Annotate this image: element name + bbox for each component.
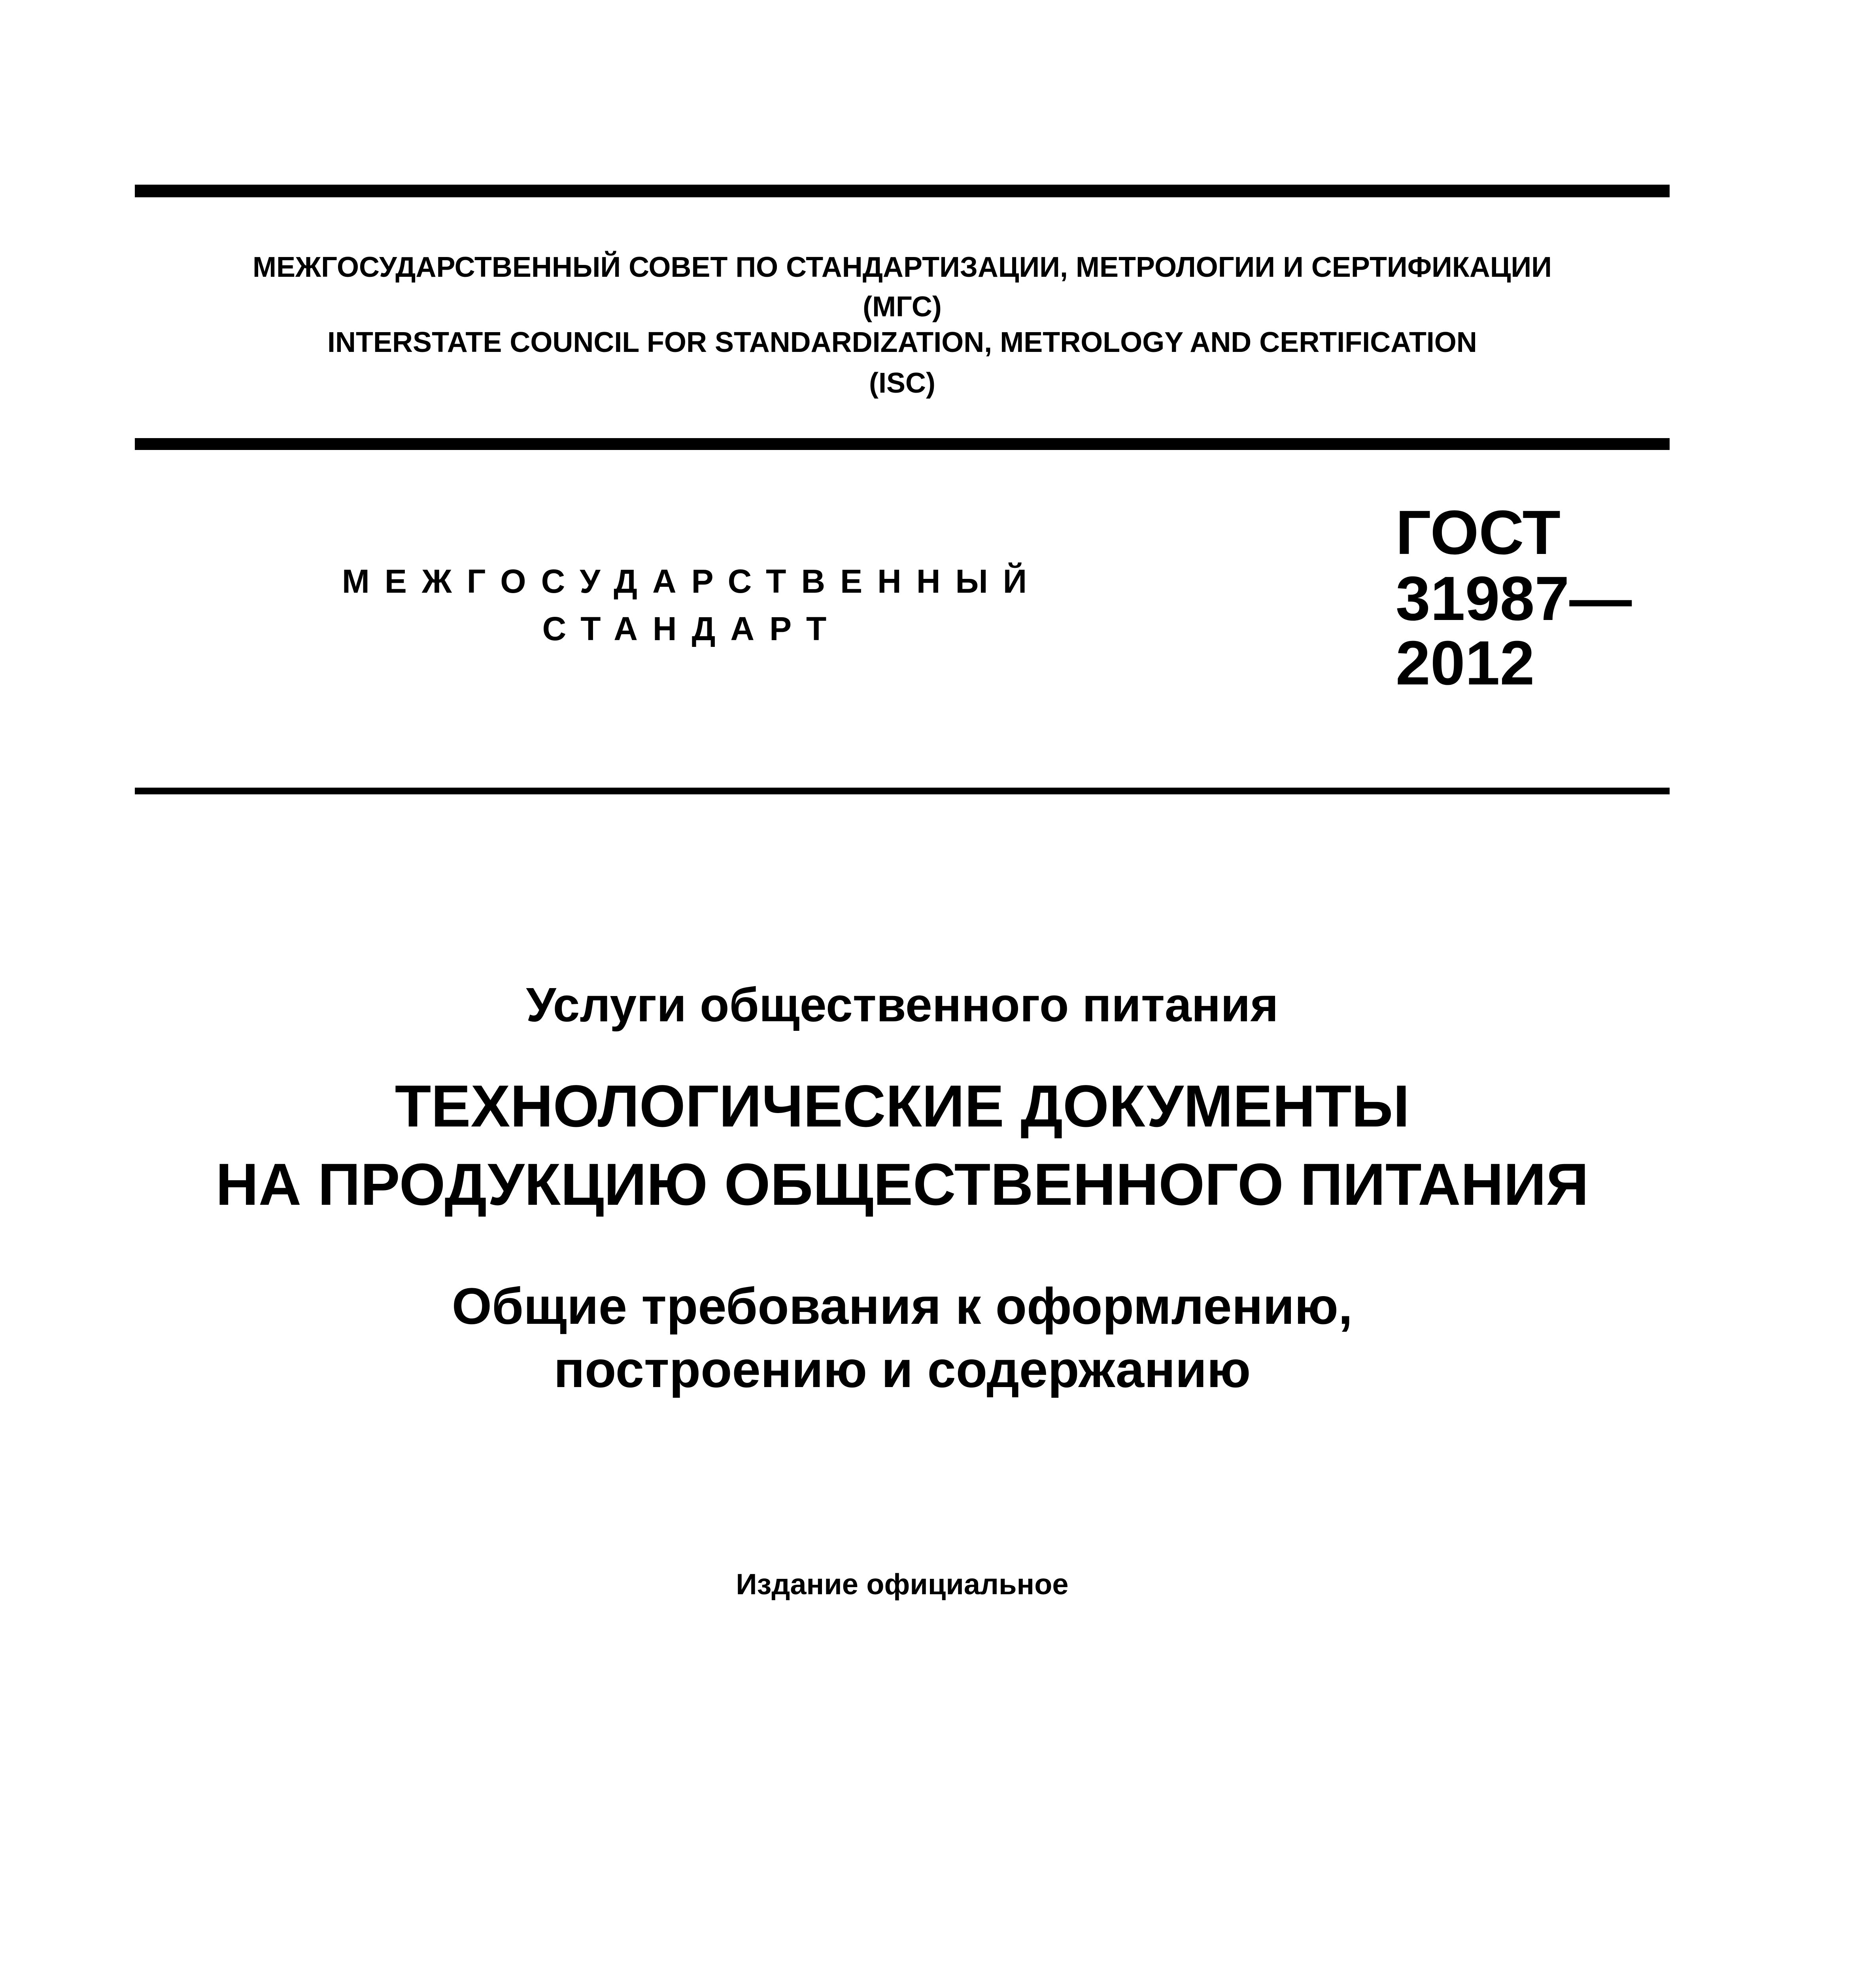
middle-rule xyxy=(135,438,1670,450)
document-subject: Услуги общественного питания xyxy=(526,978,1279,1032)
edition-label: Издание официальное xyxy=(736,1568,1069,1601)
standard-type-line1: МЕЖГОСУДАРСТВЕННЫЙ xyxy=(342,563,1042,600)
document-subtitle-line2: построению и содержанию xyxy=(554,1340,1251,1398)
gost-number: 31987— xyxy=(1396,564,1632,633)
document-title-line2: НА ПРОДУКЦИЮ ОБЩЕСТВЕННОГО ПИТАНИЯ xyxy=(215,1151,1589,1217)
council-abbr-en: (ISC) xyxy=(869,367,935,399)
standard-type-line2: СТАНДАРТ xyxy=(542,610,842,647)
bottom-rule xyxy=(135,788,1670,794)
document-title-line1: ТЕХНОЛОГИЧЕСКИЕ ДОКУМЕНТЫ xyxy=(395,1073,1410,1139)
document-subtitle-line1: Общие требования к оформлению, xyxy=(452,1277,1353,1335)
gost-prefix: ГОСТ xyxy=(1396,498,1561,567)
council-name-en: INTERSTATE COUNCIL FOR STANDARDIZATION, METROLOGY AND CERTIFICATION xyxy=(327,327,1477,358)
top-rule xyxy=(135,185,1670,197)
council-abbr-ru: (МГС) xyxy=(863,291,942,323)
council-name-ru: МЕЖГОСУДАРСТВЕННЫЙ СОВЕТ ПО СТАНДАРТИЗАЦИИ, МЕТРОЛОГИИ И СЕРТИФИКАЦИИ xyxy=(253,251,1552,283)
gost-year: 2012 xyxy=(1396,628,1535,698)
